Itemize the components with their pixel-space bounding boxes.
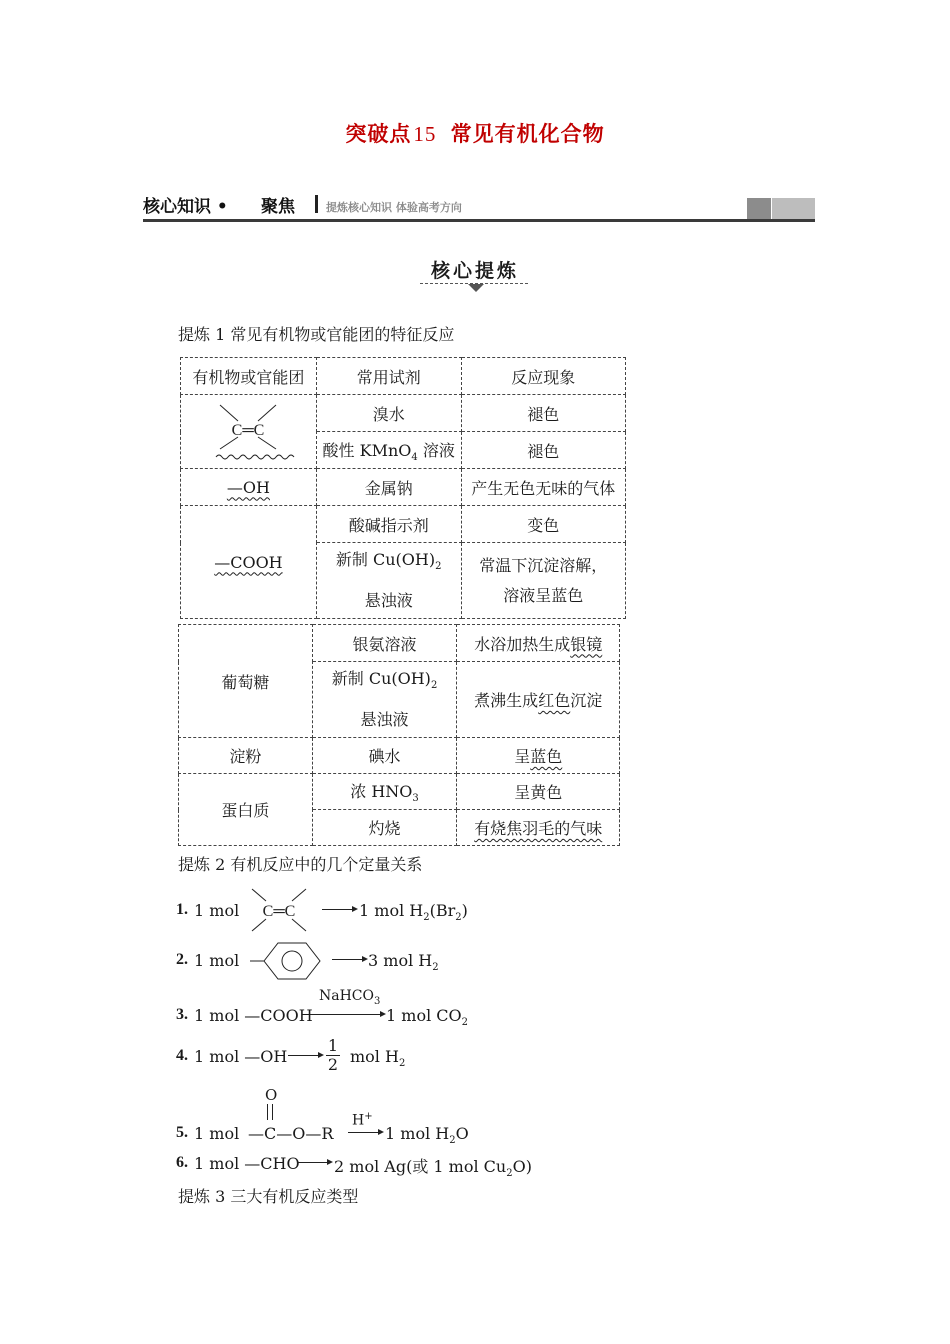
tilian-1-heading: 提炼 1 常见有机物或官能团的特征反应 <box>178 325 455 344</box>
relation-5: O 5. 1 mol —C—O—R H+ 1 mol $H_2O$ <box>176 1086 469 1146</box>
table-row <box>179 774 620 810</box>
relation-6: 6. 1 mol —CHO 2 mol Ag(或 1 mol $Cu_2O$) <box>176 1154 532 1179</box>
reagent-cell: 新制 $Cu(OH)_2$ 悬浊液 <box>316 543 461 619</box>
relation-2: 2. 1 mol 3 mol $H_2$ <box>176 940 576 986</box>
alkene-structure-icon <box>244 887 314 933</box>
section-label: 核心知识 • <box>143 197 228 217</box>
svg-text:C═C: C═C <box>262 903 296 920</box>
phenomenon-cell: 变色 <box>461 506 625 543</box>
relation-4: 4. 1 mol —OH 1 2 mol $H_2$ <box>176 1036 406 1074</box>
relation-3: 3. 1 mol —COOH NaHCO$_3$ 1 mol $CO_2$ <box>176 988 469 1028</box>
decor-block-dark <box>747 198 771 219</box>
reagent-cell: 碘水 <box>312 738 457 774</box>
table-header-cell: 反应现象 <box>461 358 625 395</box>
table-header-cell: 有机物或官能团 <box>181 358 317 395</box>
phenomenon-cell: 产生无色无味的气体 <box>461 469 625 506</box>
group-cell: —COOH <box>181 506 317 619</box>
tilian-2-heading: 提炼 2 有机反应中的几个定量关系 <box>178 855 423 874</box>
phenomenon-cell: 有烧焦羽毛的气味 <box>457 810 620 846</box>
section-subtitle: 提炼核心知识 体验高考方向 <box>326 201 462 214</box>
reaction-table-1 <box>180 357 626 619</box>
table-row <box>181 358 626 395</box>
table-row <box>179 625 620 662</box>
alkene-cell <box>181 395 317 469</box>
reagent-cell: 溴水 <box>316 395 461 432</box>
fraction: 1 2 <box>327 1036 339 1074</box>
arrow-icon <box>310 1010 386 1020</box>
heading-triangle-icon <box>468 284 484 292</box>
arrow-icon <box>348 1128 384 1138</box>
reagent-cell: 酸碱指示剂 <box>316 506 461 543</box>
group-cell: —OH <box>181 469 317 506</box>
benzene-ring-icon <box>248 940 332 982</box>
tilian-3-heading: 提炼 3 三大有机反应类型 <box>178 1187 359 1206</box>
table-row <box>181 395 626 432</box>
phenomenon-cell: 水浴加热生成银镜 <box>457 625 620 662</box>
compound-cell: 葡萄糖 <box>179 625 313 738</box>
section-header-bar <box>143 192 815 222</box>
core-heading: 核心提炼 <box>430 260 519 282</box>
phenomenon-cell: 煮沸生成红色沉淀 <box>457 662 620 738</box>
reagent-cell: 酸性 KMnO$_4$ 溶液 <box>316 432 461 469</box>
phenomenon-cell: 呈黄色 <box>457 774 620 810</box>
table-row <box>181 469 626 506</box>
decor-block-light <box>772 198 815 219</box>
reagent-cell: 金属钠 <box>316 469 461 506</box>
arrow-icon <box>322 905 358 915</box>
svg-text:C═C: C═C <box>232 421 265 439</box>
compound-cell: 淀粉 <box>179 738 313 774</box>
section-divider <box>315 195 318 213</box>
double-bond-mark <box>267 1104 273 1120</box>
arrow-icon <box>288 1051 324 1061</box>
phenomenon-cell: 呈蓝色 <box>457 738 620 774</box>
reagent-cell: 新制 $Cu(OH)_2$ 悬浊液 <box>312 662 457 738</box>
phenomenon-cell: 常温下沉淀溶解， 溶液呈蓝色 <box>461 543 625 619</box>
alkene-structure-icon <box>198 397 298 463</box>
arrow-icon <box>332 955 368 965</box>
phenomenon-cell: 褪色 <box>461 395 625 432</box>
table-row <box>179 738 620 774</box>
section-underline <box>143 219 815 222</box>
section-label-2: 聚焦 <box>261 197 295 217</box>
phenomenon-cell: 褪色 <box>461 432 625 469</box>
table-header-cell: 常用试剂 <box>316 358 461 395</box>
compound-cell: 蛋白质 <box>179 774 313 846</box>
reagent-cell: 灼烧 <box>312 810 457 846</box>
reagent-cell: 浓 $HNO_3$ <box>312 774 457 810</box>
arrow-icon <box>297 1158 333 1168</box>
relation-1: 1. 1 mol C═C 1 mol $H_2(Br_2)$ <box>176 887 576 937</box>
page-title: 突破点15 常见有机化合物 <box>345 122 605 146</box>
reaction-table-2 <box>178 624 620 846</box>
table-row <box>181 506 626 543</box>
reagent-cell: 银氨溶液 <box>312 625 457 662</box>
